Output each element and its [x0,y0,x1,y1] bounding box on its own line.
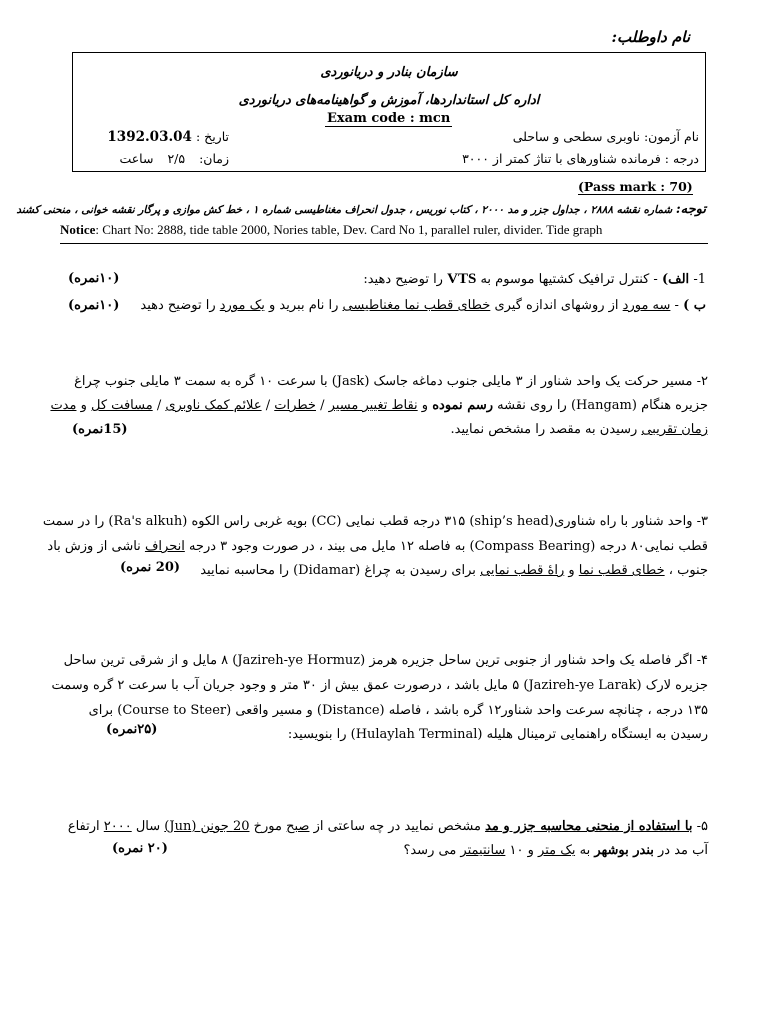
grade-row [462,151,699,166]
candidate-name-label: نام داوطلب: [611,28,690,46]
question-text: - کنترل ترافیک کشتیها موسوم به [480,272,658,287]
duration-row [119,151,229,166]
question-number: ۵- [692,819,708,834]
question-2-mark: (15نمره) [72,422,128,437]
question-4-line-4: رسیدن به ایستگاه راهنمایی ترمینال هلیله (Hulaylah Terminal) را بنویسید: [287,727,708,742]
separator: / [320,398,325,413]
question-part-label: ب ) [683,298,706,313]
question-text: به [575,843,595,858]
underlined-term: یک متر [538,843,576,858]
exam-code: Exam code : mcn [327,111,451,126]
exam-name: ناوبری سطحی و ساحلی [512,129,640,144]
question-text: سال [131,819,165,834]
underlined-term: صبح [286,819,310,834]
exam-header-box [72,52,706,172]
underlined-term: علائم کمک ناوبری [165,398,262,413]
underlined-term: زمان تقریبی [641,422,708,437]
department-name: اداره کل استانداردها، آموزش و گواهینامه‌های دریانوردی [238,93,540,108]
question-5-line-2 [403,843,708,858]
question-2-line-2 [50,398,708,413]
question-1b-mark: (۱۰نمره) [68,298,120,313]
duration-label: زمان: [199,151,229,166]
exam-date-row [107,129,229,145]
grade-value: فرمانده شناورهای با تناژ کمتر از ۳۰۰۰ [462,151,661,166]
underlined-term: 20 جونن (Jun) [164,819,250,834]
underlined-term: راهٔ قطب نمایی [480,563,565,578]
date-label: تاریخ : [195,129,229,144]
notice-line [60,222,602,238]
header-divider [60,243,708,244]
question-text: از روشهای اندازه گیری [490,298,623,313]
question-text: و ۱۰ [505,843,539,858]
question-5-mark: (۲۰ نمره) [112,841,168,856]
note-label: توجه: [675,202,706,217]
question-text: را نام ببرید و [264,298,343,313]
underlined-term: نقاط تغییر مسیر [328,398,418,413]
underlined-term: یک مورد [219,298,265,313]
duration-unit: ساعت [119,151,154,166]
question-text: - [670,298,679,313]
question-text: جزیره هنگام (Hangam) را روی نقشه [493,398,708,413]
underlined-term: سه مورد [622,298,671,313]
exam-name-label: نام آزمون: [643,129,699,144]
question-text: می رسد؟ [403,843,461,858]
question-3-line-2 [47,539,708,554]
question-1b [140,298,706,313]
underlined-term: ۲۰۰۰ [103,819,132,834]
question-4-mark: (۲۵نمره) [106,722,158,737]
question-text: و [76,398,92,413]
vts-term: VTS [447,271,477,287]
question-text: جنوب ، [664,563,708,578]
question-4-line-1: ۴- اگر فاصله یک واحد شناور از جنوبی ترین ساحل جزیره هرمز (Jazireh-ye Hormuz) ۸ مایل و از شرقی ترین ساحل [63,653,708,668]
question-text: و [564,563,579,578]
underlined-term: سانتیمتر [460,843,506,858]
separator: / [156,398,162,413]
notice-label: Notice [60,222,96,237]
grade-label: درجه : [664,151,699,166]
pass-mark: (Pass mark : 70) [578,179,693,194]
question-part-label: الف) [661,272,690,287]
organization-name: سازمان بنادر و دریانوردی [320,65,458,80]
underlined-term: خطای قطب نما [578,563,665,578]
question-text: رسیدن به مقصد را مشخص نمایید. [450,422,642,437]
bold-term: رسم نموده [432,398,494,413]
question-3-mark: (20 نمره) [120,560,181,575]
note-line [16,202,706,217]
bold-term: بندر بوشهر [594,843,654,858]
question-1a [363,271,706,288]
underlined-term: خطرات [274,398,316,413]
question-text: را توضیح دهید [140,298,220,313]
question-text: مورخ [249,819,287,834]
exam-name-row [513,129,699,144]
bold-term: با استفاده از منحنی محاسبه جزر و مد [485,819,693,834]
underlined-term: انحراف [144,539,185,554]
question-4-line-2: جزیره لارک (Jazireh-ye Larak) ۵ مایل باشد ، درصورت عمق بیش از ۳۰ متر و وجود جریان آب با سرعت ۲ گره وسمت [51,678,708,693]
question-text: و [417,398,433,413]
question-text: قطب نمایی۸۰ درجه (Compass Bearing) به فاصله ۱۲ مایل می بیند ، در صورت وجود ۳ درجه [184,539,708,554]
underlined-term: مدت [50,398,77,413]
duration-value: ۲/۵ [167,151,186,166]
note-text: شماره نقشه ۲۸۸۸ ، جداول جزر و مد ۲۰۰۰ ، کتاب نوریس ، جدول انحراف مغناطیسی شماره ۱ ، خط کش موازی و پرگار نقشه خوانی ، منحنی کشند [16,204,673,216]
question-2-line-3 [451,422,708,437]
question-5-line-1 [68,819,708,834]
exam-date: 1392.03.04 [107,129,192,145]
notice-text: : Chart No: 2888, tide table 2000, Nories table, Dev. Card No 1, parallel ruler, divider. Tide graph [95,222,603,237]
separator: / [265,398,271,413]
question-1a-mark: (۱۰نمره) [68,271,120,286]
question-3-line-3 [200,563,708,578]
question-number: 1- [693,272,706,287]
question-4-line-3: ۱۳۵ درجه ، چنانچه سرعت واحد شناور۱۲ گره باشد ، فاصله (Distance) و مسیر واقعی (Course to Steer) برای [88,703,708,718]
question-3-line-1: ۳- واحد شناور با راه شناوری(ship’s head) ۳۱۵ درجه قطب نمایی (CC) بویه غربی راس الکوه (Ra's alkuh) را در سمت [42,514,708,529]
question-text: را توضیح دهید: [363,272,443,287]
question-text: برای رسیدن به چراغ (Didamar) را محاسبه نمایید [200,563,481,578]
underlined-term: مسافت کل [91,398,153,413]
question-2-line-1: ۲- مسیر حرکت یک واحد شناور از ۳ مایلی جنوب دماغه جاسک (Jask) با سرعت ۱۰ گره به سمت ۳ مایلی جنوب چراغ [74,374,708,389]
question-text: ناشی از وزش باد [47,539,145,554]
question-text: آب مد در [653,843,708,858]
question-text: مشخص نمایید در چه ساعتی از [309,819,486,834]
question-text: ارتفاع [67,819,104,834]
underlined-term: خطای قطب نما مغناطیسی [342,298,491,313]
